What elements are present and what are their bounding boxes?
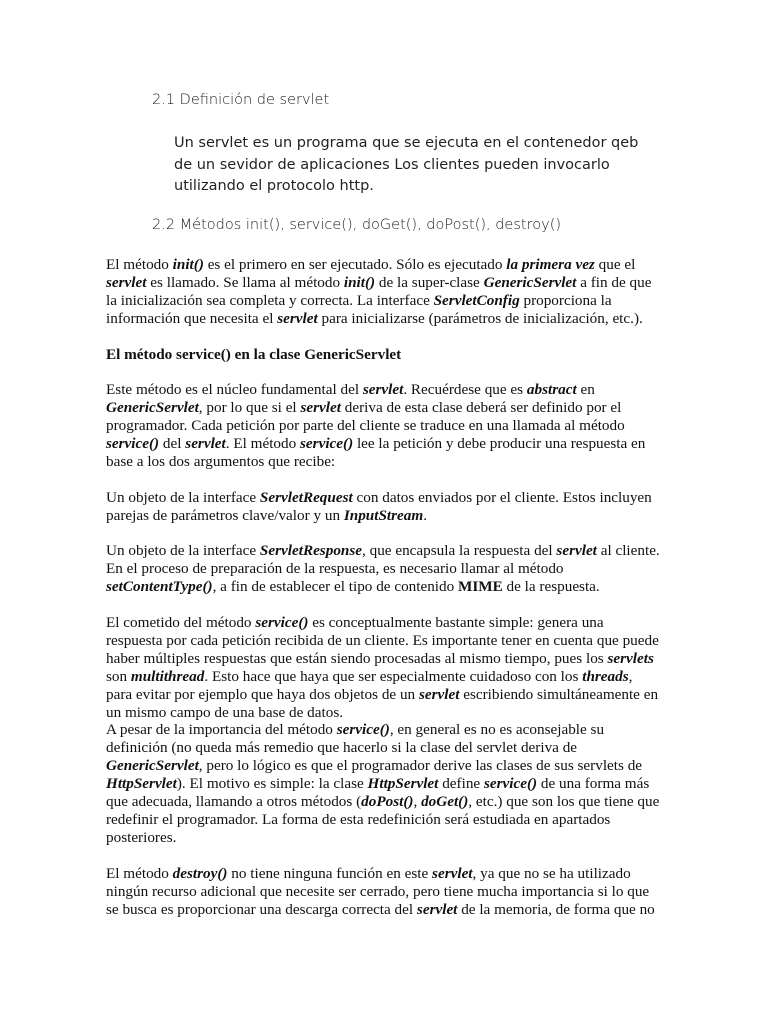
paragraph-destroy: El método destroy() no tiene ninguna función en este servlet, ya que no se ha utilizado ningún recurso adicional que necesite ser cerrado, pero tiene mucha importancia si lo que se busca es proporcionar una descarga correcta del servlet de la memoria, de forma que no — [106, 864, 655, 918]
paragraph-a-pesar: A pesar de la importancia del método service(), en general es no es aconsejable su definición (no queda más remedio que hacerlo si la clase del servlet deriva de GenericServlet, pero lo lógico es que el programador derive las clases de sus servlets de HttpServlet). El motivo es simple: la clase HttpServlet define service() de una forma más que adecuada, llamando a otros métodos (doPost(), doGet(), etc.) que son los que tiene que redefinir el programador. La forma de esta redefinición será estudiada en apartados posteriores. — [106, 721, 660, 846]
paragraph-service: Este método es el núcleo fundamental del servlet. Recuérdese que es abstract en GenericServlet, por lo que si el servlet deriva de esta clase deberá ser definido por el programador. Cada petición por parte del cliente se traduce en una llamada al método service() del servlet. El método service() lee la petición y debe producir una respuesta en base a los dos argumentos que recibe: — [106, 381, 646, 470]
paragraph-init: El método init() es el primero en ser ejecutado. Sólo es ejecutado la primera vez que el servlet es llamado. Se llama al método init() de la super-clase GenericServlet a fin de que la inicialización sea completa y correcta. La interface ServletConfig proporciona la información que necesita el servlet para inicializarse (parámetros de inicialización, etc.). — [106, 256, 652, 327]
paragraph-request: Un objeto de la interface ServletRequest con datos enviados por el cliente. Estos incluyen parejas de parámetros clave/valor y un InputStream. — [106, 488, 652, 524]
heading-service-method: El método service() en la clase GenericServlet — [106, 345, 402, 363]
section-heading-definicion: 2.1 Definición de servlet — [152, 92, 330, 108]
paragraph-response: Un objeto de la interface ServletResponse, que encapsula la respuesta del servlet al cliente. En el proceso de preparación de la respuesta, es necesario llamar al método setContentType(), a fin de establecer el tipo de contenido MIME de la respuesta. — [106, 542, 660, 596]
document-body — [106, 256, 662, 936]
servlet-definition-paragraph: Un servlet es un programa que se ejecuta en el contenedor qeb de un sevidor de aplicaciones Los clientes pueden invocarlo utilizando el protocolo http. — [174, 135, 639, 194]
section-heading-metodos: 2.2 Métodos init(), service(), doGet(), doPost(), destroy() — [152, 217, 562, 233]
paragraph-cometido: El cometido del método service() es conceptualmente bastante simple: genera una respuesta por cada petición recibida de un cliente. Es importante tener en cuenta que puede haber múltiples respuestas que están siendo procesadas al mismo tiempo, pues los servlets son multithread. Esto hace que haya que ser especialmente cuidadoso con los threads, para evitar por ejemplo que haya dos objetos de un servlet escribiendo simultáneamente en un mismo campo de una base de datos. — [106, 614, 659, 721]
